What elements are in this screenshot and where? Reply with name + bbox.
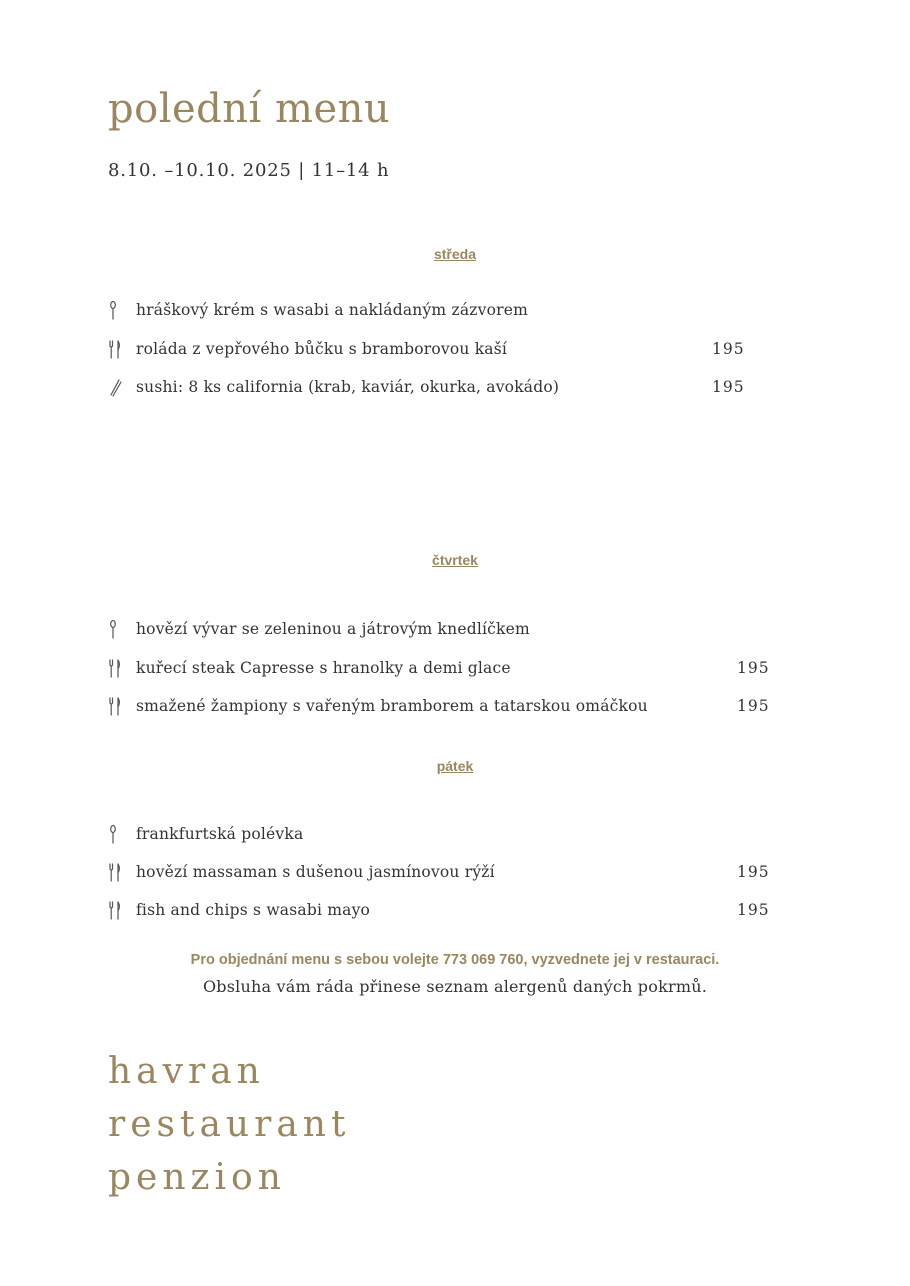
dish-name: sushi: 8 ks california (krab, kaviár, okurka, avokádo) <box>136 378 560 396</box>
spoon-icon <box>108 824 124 846</box>
dish-name: kuřecí steak Capresse s hranolky a demi glace <box>136 659 511 677</box>
fork-knife-icon <box>108 339 124 361</box>
fork-knife-icon <box>108 900 124 922</box>
dish-name: hovězí massaman s dušenou jasmínovou rýží <box>136 863 495 881</box>
dish-price: 195 <box>737 901 770 919</box>
dish-name: roláda z vepřového bůčku s bramborovou kaší <box>136 340 508 358</box>
brand-logo <box>108 1045 350 1204</box>
dish-price: 195 <box>712 340 745 358</box>
dish-row <box>108 824 808 846</box>
brand-name: havran <box>108 1051 265 1092</box>
allergen-note: Obsluha vám ráda přinese seznam alergenů daných pokrmů. <box>202 977 707 996</box>
dish-row <box>108 377 808 399</box>
day-heading-patek: pátek <box>436 758 474 774</box>
dish-name: fish and chips s wasabi mayo <box>136 901 371 919</box>
menu-dates: 8.10. –10.10. 2025 | 11–14 h <box>108 160 390 181</box>
dish-name: hovězí vývar se zeleninou a játrovým knedlíčkem <box>136 620 530 638</box>
fork-knife-icon <box>108 696 124 718</box>
dish-name: smažené žampiony s vařeným bramborem a tatarskou omáčkou <box>136 697 648 715</box>
dish-name: frankfurtská polévka <box>136 825 304 843</box>
dish-row <box>108 658 808 680</box>
brand-penzion: penzion <box>108 1157 286 1198</box>
dish-row <box>108 339 808 361</box>
dish-row <box>108 300 808 322</box>
brand-restaurant: restaurant <box>108 1104 351 1145</box>
dish-row <box>108 862 808 884</box>
dish-row <box>108 900 808 922</box>
dish-price: 195 <box>737 697 770 715</box>
chopsticks-icon <box>108 377 124 399</box>
dish-row <box>108 696 808 718</box>
dish-name: hráškový krém s wasabi a nakládaným zázvorem <box>136 301 528 319</box>
fork-knife-icon <box>108 658 124 680</box>
page-title: polední menu <box>108 86 391 132</box>
dish-price: 195 <box>712 378 745 396</box>
day-heading-ctvrtek: čtvrtek <box>432 552 478 568</box>
spoon-icon <box>108 619 124 641</box>
fork-knife-icon <box>108 862 124 884</box>
dish-price: 195 <box>737 863 770 881</box>
day-heading-streda: středa <box>433 246 477 262</box>
dish-row <box>108 619 808 641</box>
takeaway-order-note: Pro objednání menu s sebou volejte 773 069 760, vyzvednete jej v restauraci. <box>190 952 720 968</box>
spoon-icon <box>108 300 124 322</box>
dish-price: 195 <box>737 659 770 677</box>
